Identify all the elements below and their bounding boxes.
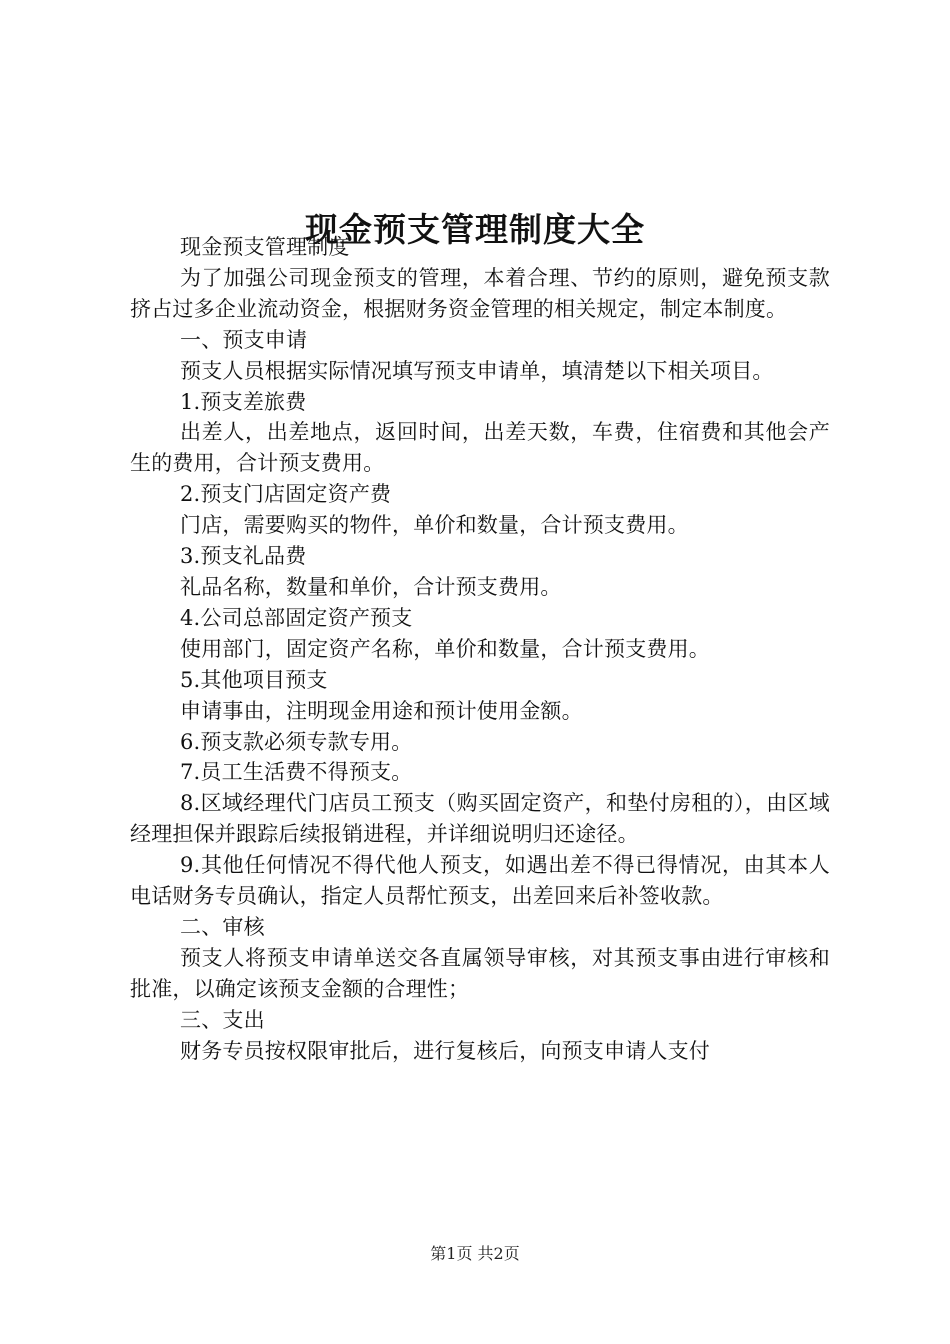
section-heading-application: 一、预支申请 [180, 327, 308, 352]
item-text-gifts: 礼品名称，数量和单价，合计预支费用。 [180, 574, 562, 599]
section-heading-payment: 三、支出 [180, 1007, 265, 1032]
document-title: 现金预支管理制度大全 [305, 210, 645, 250]
document-body [130, 232, 830, 1066]
section-heading-review: 二、审核 [180, 914, 265, 939]
paragraph-review: 预支人将预支申请单送交各直属领导审核，对其预支事由进行审核和批准，以确定该预支金额的合理性； [130, 945, 830, 1001]
item-text-travel: 出差人，出差地点，返回时间，出差天数，车费，住宿费和其他会产生的费用，合计预支费用。 [130, 420, 830, 476]
item-rule-proxy-advance: 9.其他任何情况不得代他人预支，如遇出差不得已得情况，由其本人电话财务专员确认，指定人员帮忙预支，出差回来后补签收款。 [130, 853, 830, 909]
item-text-other: 申请事由，注明现金用途和预计使用金额。 [180, 698, 583, 723]
paragraph-payment: 财务专员按权限审批后，进行复核后，向预支申请人支付 [180, 1038, 710, 1063]
item-heading-store-assets: 2.预支门店固定资产费 [180, 482, 392, 507]
item-heading-other: 5.其他项目预支 [180, 667, 328, 692]
paragraph-application: 预支人员根据实际情况填写预支申请单，填清楚以下相关项目。 [180, 358, 774, 383]
paragraph-intro: 为了加强公司现金预支的管理，本着合理、节约的原则，避免预支款挤占过多企业流动资金，根据财务资金管理的相关规定，制定本制度。 [130, 265, 830, 321]
page-footer: 第1页 共2页 [430, 1244, 520, 1263]
paragraph-subtitle: 现金预支管理制度 [180, 235, 350, 259]
item-rule-dedicated-use: 6.预支款必须专款专用。 [180, 729, 413, 754]
item-rule-living-expenses: 7.员工生活费不得预支。 [180, 760, 413, 785]
item-heading-travel: 1.预支差旅费 [180, 389, 307, 414]
item-heading-gifts: 3.预支礼品费 [180, 544, 307, 569]
item-rule-regional-manager: 8.区域经理代门店员工预支（购买固定资产，和垫付房租的），由区域经理担保并跟踪后续报销进程，并详细说明归还途径。 [130, 791, 830, 847]
item-text-hq-assets: 使用部门，固定资产名称，单价和数量，合计预支费用。 [180, 636, 710, 661]
item-text-store-assets: 门店，需要购买的物件，单价和数量，合计预支费用。 [180, 513, 689, 538]
item-heading-hq-assets: 4.公司总部固定资产预支 [180, 605, 413, 630]
